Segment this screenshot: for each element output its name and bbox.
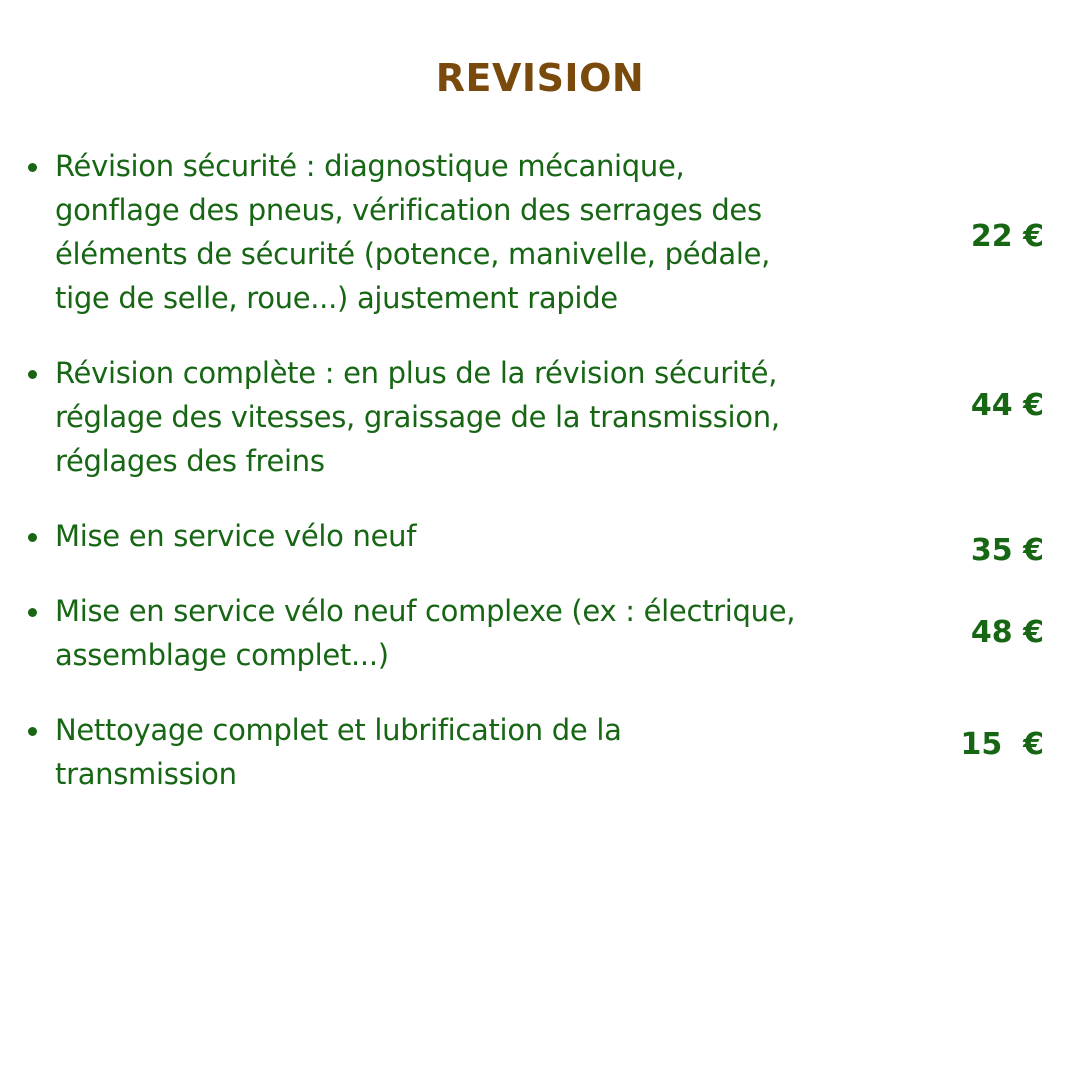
item-description: Révision sécurité : diagnostique mécanique, gonflage des pneus, vérification des serrages des éléments de sécurité (potence, manivelle, pédale, tige de selle, roue...) ajustement rapide	[55, 149, 771, 315]
item-price: 15 €	[960, 727, 1044, 762]
item-price: 44 €	[970, 388, 1044, 423]
bullet-icon	[28, 608, 37, 617]
bullet-icon	[28, 533, 37, 542]
bullet-icon	[28, 370, 37, 379]
item-description: Nettoyage complet et lubrification de la transmission	[55, 713, 622, 791]
page-title: REVISION	[435, 56, 645, 100]
item-description: Révision complète : en plus de la révision sécurité, réglage des vitesses, graissage de la transmission, réglages des freins	[55, 356, 780, 478]
bullet-icon	[28, 727, 37, 736]
item-description: Mise en service vélo neuf complexe (ex : électrique, assemblage complet...)	[55, 594, 796, 672]
item-price: 48 €	[970, 615, 1044, 650]
bullet-icon	[28, 163, 37, 172]
item-price: 22 €	[970, 219, 1044, 254]
item-price: 35 €	[970, 533, 1044, 568]
item-description: Mise en service vélo neuf	[55, 519, 417, 553]
